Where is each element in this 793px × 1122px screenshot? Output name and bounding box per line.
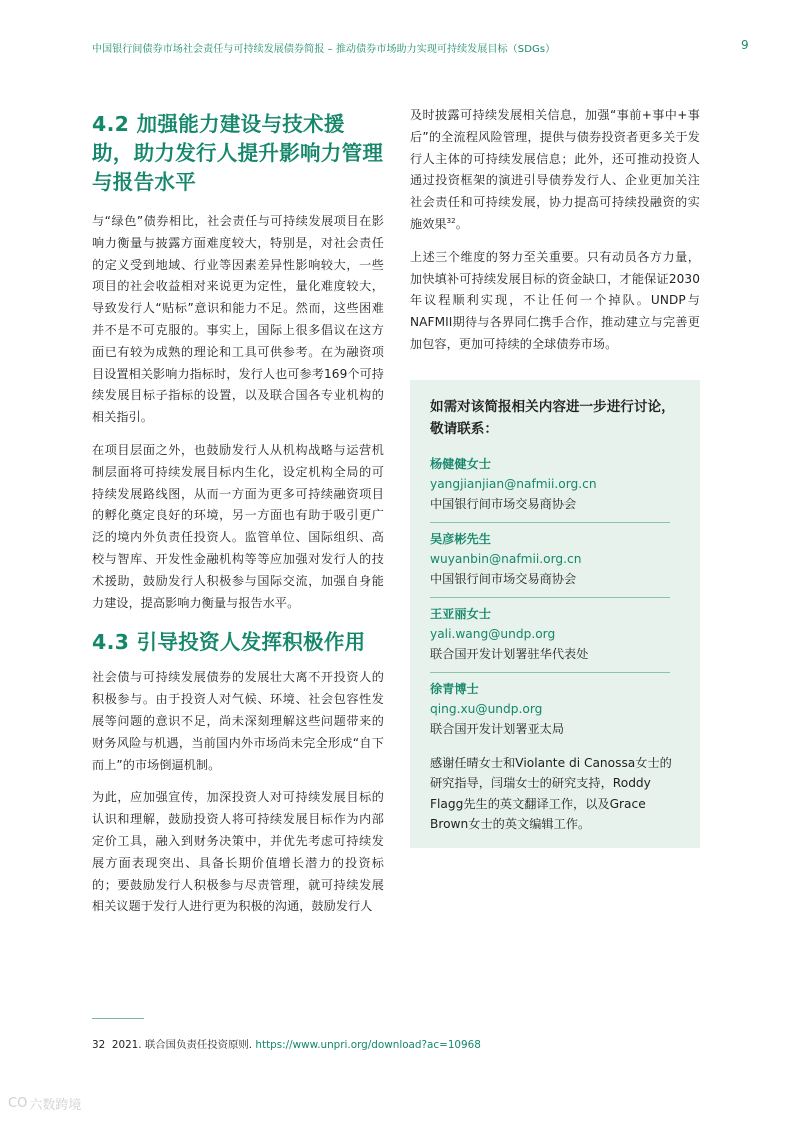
watermark [8, 1094, 81, 1113]
section-4-3-paragraph-2: 为此，应加强宣传，加深投资人对可持续发展目标的认识和理解，鼓励投资人将可持续发展目标作为内部定价工具，融入到财务决策中，并优先考虑可持续发展方面表现突出、具备长期价值增长潜力的投资标的；要鼓励发行人积极参与尽责管理，就可持续发展相关议题于发行人进行更为积极的沟通，鼓励发行人 [92, 790, 384, 914]
contact-entry [430, 598, 670, 673]
section-4-3-heading: 4.3 引导投资人发挥积极作用 [92, 630, 366, 655]
contact-email-link[interactable]: qing.xu@undp.org [430, 701, 543, 716]
paragraph-3-end: 。 [455, 216, 468, 231]
section-4-2-paragraph-2: 在项目层面之外，也鼓励发行人从机构战略与运营机制层面将可持续发展目标内生化，设定机构全局的可持续发展路线图，从而一方面为更多可持续融资项目的孵化奠定良好的环境，另一方面也有助于吸引更广泛的境内外负责任投资人。监管单位、国际组织、高校与智库、开发性金融机构等等应加强对发行人的技术援助，鼓励发行人积极参与国际交流，加强自身能力建设，提高影响力衡量与报告水平。 [92, 442, 384, 610]
contact-entry [430, 448, 670, 523]
left-column [92, 110, 384, 929]
contact-email-link[interactable]: yali.wang@undp.org [430, 626, 556, 641]
contact-box-title: 如需对该简报相关内容进一步进行讨论，敬请联系： [430, 398, 675, 437]
footnote-number: 32 [92, 1039, 106, 1051]
section-4-3-paragraph-1: 社会债与可持续发展债券的发展壮大离不开投资人的积极参与。由于投资人对气候、环境、社会包容性发展等问题的意识不足，尚未深刻理解这些问题带来的财务风险与机遇，当前国内外市场尚未完全形成“自下而上”的市场倒逼机制。 [92, 670, 384, 772]
contact-email-link[interactable]: wuyanbin@nafmii.org.cn [430, 551, 582, 566]
contact-organization: 中国银行间市场交易商协会 [430, 571, 577, 586]
section-4-2-paragraph-1: 与“绿色”债券相比，社会责任与可持续发展项目在影响力衡量与披露方面难度较大，特别是，对社会责任的定义受到地域、行业等因素差异性影响较大，一些项目的社会收益相对来说更为定性，量化难度较大，导致发行人“贴标”意识和能力不足。然而，这些困难并不是不可克服的。事实上，国际上很多倡议在这方面已有较为成熟的理论和工具可供参考。在为融资项目设置相关影响力指标时，发行人也可参考169个可持续发展目标子指标的设置，以及联合国各专业机构的相关指引。 [92, 214, 384, 425]
running-header: 中国银行间债券市场社会责任与可持续发展债券简报 – 推动债券市场助力实现可持续发展目标（SDGs） [92, 44, 556, 55]
contact-name: 杨健健女士 [430, 456, 491, 471]
contact-email-link[interactable]: yangjianjian@nafmii.org.cn [430, 476, 597, 491]
contact-box [410, 380, 700, 849]
footnote-32 [92, 1036, 481, 1051]
footnote-divider [92, 1018, 144, 1019]
contact-entry [430, 523, 670, 598]
watermark-logo-icon: CO [8, 1096, 28, 1111]
acknowledgement-text: 感谢任晴女士和Violante di Canossa女士的研究指导，闫瑞女士的研究支持，Roddy Flagg先生的英文翻译工作，以及Grace Brown女士的英文编辑工作。 [430, 755, 672, 831]
contact-name: 王亚丽女士 [430, 606, 491, 621]
footnote-text: 2021. 联合国负责任投资原则. [111, 1039, 253, 1051]
paragraph-3-text: 及时披露可持续发展相关信息，加强“事前+事中+事后”的全流程风险管理，提供与债券投资者更多关于发行人主体的可持续发展信息；此外，还可推动投资人通过投资框架的演进引导债券发行人、企业更加关注社会责任和可持续发展，协力提高可持续投融资的实施效果 [410, 108, 700, 231]
contact-name: 徐青博士 [430, 681, 479, 696]
contact-organization: 联合国开发计划署驻华代表处 [430, 646, 589, 661]
watermark-text: 六数跨境 [29, 1098, 82, 1113]
right-column [410, 105, 700, 848]
contact-name: 吴彦彬先生 [430, 531, 491, 546]
section-4-3-paragraph-3 [410, 105, 700, 236]
footnote-link[interactable]: https://www.unpri.org/download?ac=10968 [255, 1039, 481, 1051]
section-4-3-paragraph-4: 上述三个维度的努力至关重要。只有动员各方力量，加快填补可持续发展目标的资金缺口，才能保证2030年议程顺利实现，不让任何一个掉队。UNDP与NAFMII期待与各界同仁携手合作，推动建立与完善更加包容，更加可持续的全球债券市场。 [410, 249, 700, 351]
contact-organization: 中国银行间市场交易商协会 [430, 496, 577, 511]
section-4-2-heading: 4.2 加强能力建设与技术援助，助力发行人提升影响力管理与报告水平 [92, 112, 384, 194]
page-number: 9 [741, 38, 749, 52]
footnote-ref-32[interactable]: 32 [446, 216, 456, 225]
contact-entry [430, 673, 670, 747]
contact-organization: 联合国开发计划署亚太局 [430, 721, 565, 736]
